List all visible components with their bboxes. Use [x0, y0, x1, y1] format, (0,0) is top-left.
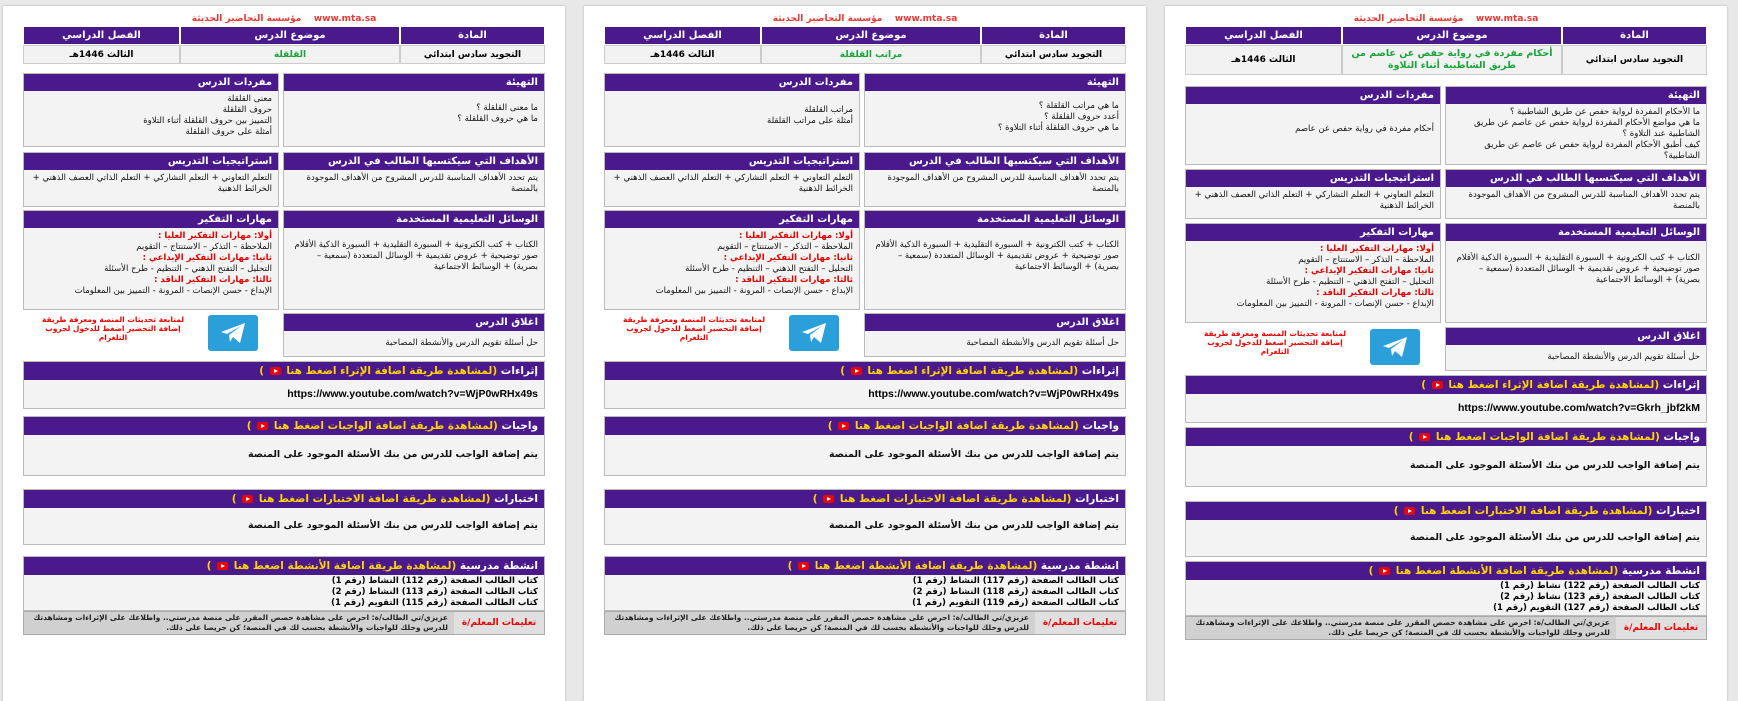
vocab-item: أمثلة على حروف القلقلة	[185, 127, 272, 137]
enrichment-section	[1185, 375, 1707, 423]
skills-line: أولا: مهارات التفكير العليا :	[738, 231, 853, 241]
telegram-icon[interactable]	[208, 315, 258, 351]
activities-section	[1185, 561, 1707, 616]
lesson-header-table	[604, 26, 1126, 64]
topic-header: موضوع الدرس	[1342, 26, 1562, 45]
activity-item: كتاب الطالب الصفحة (رقم 127) التقويم (رقم 1)	[1493, 603, 1700, 613]
youtube-icon[interactable]	[217, 562, 228, 570]
homework-text: يتم إضافة الواجب للدرس من بنك الأسئلة الموجود على المنصة	[1409, 460, 1700, 471]
intro-box	[864, 73, 1126, 147]
topic-value: القلقلة	[180, 45, 400, 64]
intro-line: أعدد حروف القلقلة ؟	[1044, 112, 1119, 122]
close-text: حل أسئلة تقويم الدرس والأنشطة المصاحبة	[385, 338, 538, 348]
youtube-icon[interactable]	[257, 422, 268, 430]
enrichment-section	[23, 361, 545, 409]
skills-box	[604, 210, 860, 310]
vocab-box	[1185, 86, 1441, 165]
homework-help-link[interactable]: (لمشاهدة طريقة اضافة الواجبات اضغط هنا	[1435, 431, 1660, 443]
page-3	[3, 6, 565, 701]
term-value: الثالث 1446هـ	[604, 45, 761, 64]
activities-title: انشطة مدرسية (لمشاهدة طريقة اضافة الأنشطة اضغط هنا )	[24, 557, 544, 575]
homework-help-link[interactable]: (لمشاهدة طريقة اضافة الواجبات اضغط هنا	[854, 420, 1079, 432]
skills-line: أولا: مهارات التفكير العليا :	[157, 231, 272, 241]
skills-line: ثالثا: مهارات التفكير الناقد :	[154, 275, 272, 285]
skills-line: الملاحظة – التذكر – الاستنتاج – التقويم	[136, 242, 272, 252]
homework-title: واجبات (لمشاهدة طريقة اضافة الواجبات اضغط هنا )	[1186, 428, 1706, 446]
tests-section	[23, 489, 545, 545]
lesson-header-table	[23, 26, 545, 64]
telegram-link-text[interactable]: لمتابعة تحديثات المنصة ومعرفة طريقة إضافة التحضير اضغط للدخول لجروب التلغرام	[41, 315, 185, 342]
close-text: حل أسئلة تقويم الدرس والأنشطة المصاحبة	[1547, 352, 1700, 362]
close-text: حل أسئلة تقويم الدرس والأنشطة المصاحبة	[966, 338, 1119, 348]
notes-text: عزيزي/تي الطالب/ة: احرص على مشاهدة حصص المقرر على منصة مدرستي.. واطلاعك على الإثراءات ومشاهدتك للدرس وحلك للواجبات والأنشطة بحسب لك في المنصة؛ كن حريصا على ذلك.	[33, 613, 448, 632]
term-value: الثالث 1446هـ	[23, 45, 180, 64]
enrichment-help-link[interactable]: (لمشاهدة طريقة اضافة الإثراء اضغط هنا	[1448, 379, 1660, 391]
vocab-box	[23, 73, 279, 147]
term-header: الفصل الدراسي	[23, 26, 180, 45]
skills-title: مهارات التفكير	[24, 211, 278, 228]
intro-line: كيف أطبق الأحكام المفردة لرواية حفص عن عاصم عن طريق الشاطبية؟	[1484, 140, 1700, 161]
skills-line: الملاحظة – التذكر – الاستنتاج – التقويم	[717, 242, 853, 252]
tools-box	[864, 210, 1126, 310]
skills-line: ثانيا: مهارات التفكير الإبداعي :	[723, 253, 853, 263]
strategies-title: استراتيجيات التدريس	[24, 153, 278, 170]
homework-text: يتم إضافة الواجب للدرس من بنك الأسئلة الموجود على المنصة	[247, 449, 538, 460]
tools-text: الكتاب + كتب الكترونية + السبورة التقليدية + السبورة الذكية الأقلام صور توضيحية + عروض تقديمية + الوسائل المتعددة (سمعية – بصرية) + الوسائط الاجتماعية	[294, 240, 538, 272]
skills-line: ثانيا: مهارات التفكير الإبداعي :	[1304, 266, 1434, 276]
activity-item: كتاب الطالب الصفحة (رقم 113) النشاط (رقم 2)	[331, 587, 538, 597]
enrichment-url[interactable]: https://www.youtube.com/watch?v=WjP0wRHx49s	[287, 388, 538, 400]
youtube-icon[interactable]	[823, 495, 834, 503]
strategies-title: استراتيجيات التدريس	[605, 153, 859, 170]
topic-value: أحكام مفردة في رواية حفص عن عاصم من طريق الشاطبية أثناء التلاوة	[1342, 45, 1562, 75]
tests-text: يتم إضافة الواجب للدرس من بنك الأسئلة الموجود على المنصة	[1409, 532, 1700, 543]
topic-header: موضوع الدرس	[761, 26, 981, 45]
activity-item: كتاب الطالب الصفحة (رقم 122) نشاط (رقم 1)	[1500, 581, 1700, 591]
activity-item: كتاب الطالب الصفحة (رقم 123) نشاط (رقم 2)	[1500, 592, 1700, 602]
intro-line: ما هي حروف القلقلة ؟	[457, 114, 538, 124]
telegram-link-text[interactable]: لمتابعة تحديثات المنصة ومعرفة طريقة إضافة التحضير اضغط للدخول لجروب التلغرام	[1203, 329, 1347, 356]
activity-item: كتاب الطالب الصفحة (رقم 112) النشاط (رقم 1)	[331, 576, 538, 586]
subject-value: التجويد سادس ابتدائي	[400, 45, 545, 64]
vocab-item: أحكام مفردة في رواية حفص عن عاصم	[1295, 124, 1434, 134]
activity-item: كتاب الطالب الصفحة (رقم 118) النشاط (رقم 2)	[912, 587, 1119, 597]
skills-line: الإبداع - حسن الإنصات - المرونة - التمييز بين المعلومات	[1236, 299, 1434, 309]
tests-text: يتم إضافة الواجب للدرس من بنك الأسئلة الموجود على المنصة	[828, 520, 1119, 531]
skills-line: ثانيا: مهارات التفكير الإبداعي :	[142, 253, 272, 263]
intro-title: التهيئة	[865, 74, 1125, 91]
tests-title: اختبارات (لمشاهدة طريقة اضافة الاختبارات اضغط هنا )	[605, 490, 1125, 508]
enrichment-section	[604, 361, 1126, 409]
youtube-icon[interactable]	[242, 495, 253, 503]
strategies-text: التعلم التعاوني + التعلم التشاركي + التعلم الذاتي العصف الذهني + الخرائط الذهنية	[1194, 190, 1434, 211]
vocab-title: مفردات الدرس	[24, 74, 278, 91]
homework-text: يتم إضافة الواجب للدرس من بنك الأسئلة الموجود على المنصة	[828, 449, 1119, 460]
telegram-link-text[interactable]: لمتابعة تحديثات المنصة ومعرفة طريقة إضافة التحضير اضغط للدخول لجروب التلغرام	[622, 315, 766, 342]
skills-box	[23, 210, 279, 310]
tests-text: يتم إضافة الواجب للدرس من بنك الأسئلة الموجود على المنصة	[247, 520, 538, 531]
close-title: اغلاق الدرس	[284, 314, 544, 331]
skills-title: مهارات التفكير	[605, 211, 859, 228]
youtube-icon[interactable]	[1404, 507, 1415, 515]
skills-line: الإبداع - حسن الإنصات - المرونة - التمييز بين المعلومات	[74, 286, 272, 296]
tests-title: اختبارات (لمشاهدة طريقة اضافة الاختبارات اضغط هنا )	[1186, 502, 1706, 520]
site-header: www.mta.sa مؤسسة التحاضير الحديثة	[772, 14, 958, 24]
enrichment-url[interactable]: https://www.youtube.com/watch?v=WjP0wRHx49s	[868, 388, 1119, 400]
goals-text: يتم تحدد الأهداف المناسبة للدرس المشروح من الأهداف الموجودة بالمنصة	[306, 173, 538, 194]
tests-help-link[interactable]: (لمشاهدة طريقة اضافة الاختبارات اضغط هنا	[258, 493, 491, 505]
enrichment-title: إثراءات (لمشاهدة طريقة اضافة الإثراء اضغط هنا )	[605, 362, 1125, 380]
skills-title: مهارات التفكير	[1186, 224, 1440, 241]
activities-title: انشطة مدرسية (لمشاهدة طريقة اضافة الأنشطة اضغط هنا )	[605, 557, 1125, 575]
tools-text: الكتاب + كتب الكترونية + السبورة التقليدية + السبورة الذكية الأقلام صور توضيحية + عروض تقديمية + الوسائل المتعددة (سمعية – بصرية) + الوسائط الاجتماعية	[875, 240, 1119, 272]
intro-line: ما هي حروف القلقلة أثناء التلاوة ؟	[997, 123, 1119, 133]
vocab-box	[604, 73, 860, 147]
vocab-item: أمثلة على مراتب القلقلة	[767, 116, 853, 126]
tests-section	[1185, 501, 1707, 557]
activities-section	[604, 556, 1126, 611]
close-box	[283, 313, 545, 357]
site-header: www.mta.sa مؤسسة التحاضير الحديثة	[191, 14, 377, 24]
close-box	[1445, 327, 1707, 371]
intro-line: ما الأحكام المفردة لرواية حفص عن طريق الشاطبية ؟	[1509, 107, 1700, 117]
enrichment-title: إثراءات (لمشاهدة طريقة اضافة الإثراء اضغط هنا )	[1186, 376, 1706, 394]
intro-title: التهيئة	[284, 74, 544, 91]
youtube-icon[interactable]	[838, 422, 849, 430]
activities-title: انشطة مدرسية (لمشاهدة طريقة اضافة الأنشطة اضغط هنا )	[1186, 562, 1706, 580]
activity-item: كتاب الطالب الصفحة (رقم 119) التقويم (رقم 1)	[912, 598, 1119, 608]
tests-title: اختبارات (لمشاهدة طريقة اضافة الاختبارات اضغط هنا )	[24, 490, 544, 508]
goals-text: يتم تحدد الأهداف المناسبة للدرس المشروح من الأهداف الموجودة بالمنصة	[887, 173, 1119, 194]
term-value: الثالث 1446هـ	[1185, 45, 1342, 75]
activities-help-link[interactable]: (لمشاهدة طريقة اضافة الأنشطة اضغط هنا	[814, 560, 1038, 572]
homework-section	[23, 416, 545, 476]
goals-box	[864, 152, 1126, 207]
youtube-icon[interactable]	[1379, 567, 1390, 575]
activities-help-link[interactable]: (لمشاهدة طريقة اضافة الأنشطة اضغط هنا	[1395, 565, 1619, 577]
tools-box	[1445, 223, 1707, 323]
goals-box	[1445, 169, 1707, 219]
enrichment-title: إثراءات (لمشاهدة طريقة اضافة الإثراء اضغط هنا )	[24, 362, 544, 380]
vocab-item: التمييز بين حروف القلقلة أثناء التلاوة	[143, 116, 272, 126]
intro-line: ما هي مواضع الأحكام المفردة لرواية حفص عن عاصم عن طريق الشاطبية عند التلاوة ؟	[1473, 118, 1700, 139]
notes-label: تعليمات المعلم/ة	[1616, 617, 1706, 639]
teacher-notes	[604, 611, 1126, 635]
close-title: اغلاق الدرس	[1446, 328, 1706, 345]
youtube-icon[interactable]	[851, 367, 862, 375]
subject-header: المادة	[1562, 26, 1707, 45]
activity-item: كتاب الطالب الصفحة (رقم 117) النشاط (رقم 1)	[912, 576, 1119, 586]
homework-title: واجبات (لمشاهدة طريقة اضافة الواجبات اضغط هنا )	[24, 417, 544, 435]
youtube-icon[interactable]	[798, 562, 809, 570]
homework-section	[604, 416, 1126, 476]
close-box	[864, 313, 1126, 357]
skills-line: الملاحظة – التذكر – الاستنتاج – التقويم	[1298, 255, 1434, 265]
vocab-item: مراتب القلقلة	[804, 105, 853, 115]
tests-help-link[interactable]: (لمشاهدة طريقة اضافة الاختبارات اضغط هنا	[1420, 505, 1653, 517]
subject-value: التجويد سادس ابتدائي	[981, 45, 1126, 64]
activities-help-link[interactable]: (لمشاهدة طريقة اضافة الأنشطة اضغط هنا	[233, 560, 457, 572]
goals-title: الأهداف التي سيكتسبها الطالب في الدرس	[865, 153, 1125, 170]
strategies-text: التعلم التعاوني + التعلم التشاركي + التعلم الذاتي العصف الذهني + الخرائط الذهنية	[613, 173, 853, 194]
term-header: الفصل الدراسي	[604, 26, 761, 45]
skills-line: التحليل – التفتح الذهني – التنظيم - طرح الأسئلة	[1266, 277, 1434, 287]
skills-line: أولا: مهارات التفكير العليا :	[1319, 244, 1434, 254]
lesson-header-table	[1185, 26, 1707, 71]
teacher-notes	[1185, 616, 1707, 640]
topic-value: مراتب القلقلة	[761, 45, 981, 64]
tools-title: الوسائل التعليمية المستخدمة	[1446, 224, 1706, 241]
homework-title: واجبات (لمشاهدة طريقة اضافة الواجبات اضغط هنا )	[605, 417, 1125, 435]
goals-text: يتم تحدد الأهداف المناسبة للدرس المشروح من الأهداف الموجودة بالمنصة	[1468, 190, 1700, 211]
goals-title: الأهداف التي سيكتسبها الطالب في الدرس	[284, 153, 544, 170]
enrichment-help-link[interactable]: (لمشاهدة طريقة اضافة الإثراء اضغط هنا	[867, 365, 1079, 377]
subject-header: المادة	[981, 26, 1126, 45]
tools-box	[283, 210, 545, 310]
strategies-box	[604, 152, 860, 207]
close-title: اغلاق الدرس	[865, 314, 1125, 331]
youtube-icon[interactable]	[1432, 381, 1443, 389]
strategies-box	[23, 152, 279, 207]
skills-line: التحليل – التفتح الذهني – التنظيم - طرح الأسئلة	[685, 264, 853, 274]
tools-text: الكتاب + كتب الكترونية + السبورة التقليدية + السبورة الذكية الأقلام صور توضيحية + عروض تقديمية + الوسائل المتعددة (سمعية – بصرية) + الوسائط الاجتماعية	[1456, 253, 1700, 285]
tools-title: الوسائل التعليمية المستخدمة	[865, 211, 1125, 228]
strategies-box	[1185, 169, 1441, 219]
skills-line: التحليل – التفتح الذهني – التنظيم - طرح الأسئلة	[104, 264, 272, 274]
tools-title: الوسائل التعليمية المستخدمة	[284, 211, 544, 228]
skills-line: ثالثا: مهارات التفكير الناقد :	[1316, 288, 1434, 298]
goals-box	[283, 152, 545, 207]
subject-value: التجويد سادس ابتدائي	[1562, 45, 1707, 75]
homework-help-link[interactable]: (لمشاهدة طريقة اضافة الواجبات اضغط هنا	[273, 420, 498, 432]
page-2	[584, 6, 1146, 701]
topic-header: موضوع الدرس	[180, 26, 400, 45]
youtube-icon[interactable]	[1419, 433, 1430, 441]
skills-line: ثالثا: مهارات التفكير الناقد :	[735, 275, 853, 285]
teacher-notes	[23, 611, 545, 635]
notes-label: تعليمات المعلم/ة	[454, 612, 544, 634]
vocab-title: مفردات الدرس	[605, 74, 859, 91]
enrichment-help-link[interactable]: (لمشاهدة طريقة اضافة الإثراء اضغط هنا	[286, 365, 498, 377]
term-header: الفصل الدراسي	[1185, 26, 1342, 45]
skills-line: الإبداع - حسن الإنصات - المرونة - التمييز بين المعلومات	[655, 286, 853, 296]
strategies-text: التعلم التعاوني + التعلم التشاركي + التعلم الذاتي العصف الذهني + الخرائط الذهنية	[32, 173, 272, 194]
vocab-title: مفردات الدرس	[1186, 87, 1440, 104]
strategies-title: استراتيجيات التدريس	[1186, 170, 1440, 187]
notes-text: عزيزي/تي الطالب/ة: احرص على مشاهدة حصص المقرر على منصة مدرستي.. واطلاعك على الإثراءات ومشاهدتك للدرس وحلك للواجبات والأنشطة بحسب لك في المنصة؛ كن حريصا على ذلك.	[614, 613, 1029, 632]
activities-section	[23, 556, 545, 611]
notes-text: عزيزي/تي الطالب/ة: احرص على مشاهدة حصص المقرر على منصة مدرستي.. واطلاعك على الإثراءات ومشاهدتك للدرس وحلك للواجبات والأنشطة بحسب لك في المنصة؛ كن حريصا على ذلك.	[1195, 618, 1610, 637]
enrichment-url[interactable]: https://www.youtube.com/watch?v=Gkrh_jbf2kM	[1457, 402, 1700, 414]
page-1	[1165, 6, 1727, 701]
intro-box	[1445, 86, 1707, 165]
vocab-item: معنى القلقلة	[227, 94, 272, 104]
tests-section	[604, 489, 1126, 545]
intro-line: ما معنى القلقلة ؟	[476, 103, 538, 113]
vocab-item: حروف القلقلة	[222, 105, 272, 115]
subject-header: المادة	[400, 26, 545, 45]
notes-label: تعليمات المعلم/ة	[1035, 612, 1125, 634]
homework-section	[1185, 427, 1707, 487]
activity-item: كتاب الطالب الصفحة (رقم 115) التقويم (رقم 1)	[331, 598, 538, 608]
site-header: www.mta.sa مؤسسة التحاضير الحديثة	[1353, 14, 1539, 24]
telegram-icon[interactable]	[1370, 329, 1420, 365]
intro-box	[283, 73, 545, 147]
tests-help-link[interactable]: (لمشاهدة طريقة اضافة الاختبارات اضغط هنا	[839, 493, 1072, 505]
telegram-icon[interactable]	[789, 315, 839, 351]
goals-title: الأهداف التي سيكتسبها الطالب في الدرس	[1446, 170, 1706, 187]
intro-title: التهيئة	[1446, 87, 1706, 104]
intro-line: ما هي مراتب القلقلة ؟	[1038, 101, 1119, 111]
skills-box	[1185, 223, 1441, 323]
youtube-icon[interactable]	[270, 367, 281, 375]
